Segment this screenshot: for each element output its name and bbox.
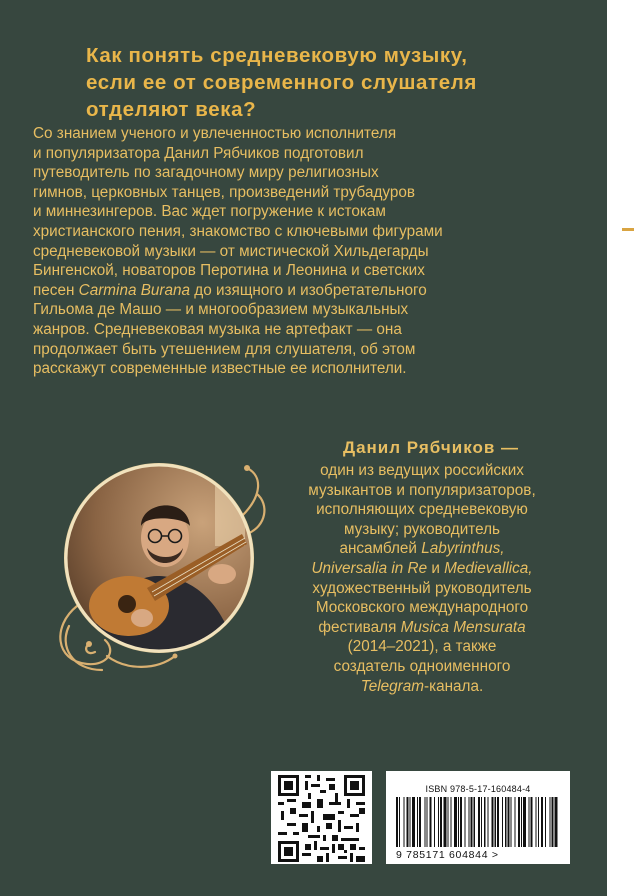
author-portrait <box>47 456 269 678</box>
bio-line <box>262 559 582 579</box>
work-title-carmina-burana: Carmina Burana <box>78 281 191 299</box>
description-line: путеводитель по загадочному миру религиозных <box>33 164 379 182</box>
description-line: христианского пения, знакомство с ключевыми фигурами <box>33 222 443 240</box>
description-line: и популяризатора Данил Рябчиков подготовил <box>33 144 364 162</box>
description-line: гимнов, церковных танцев, произведений трубадуров <box>33 183 416 201</box>
barcode-bars <box>396 797 560 849</box>
description-line <box>33 281 593 301</box>
page-edge <box>607 0 634 896</box>
description-line: расскажут современные известные ее исполнители. <box>33 360 407 378</box>
bio-line: музыку; руководитель <box>343 520 501 538</box>
ensemble-name: Labyrinthus, <box>421 540 505 558</box>
author-bio <box>262 435 582 696</box>
ensemble-name: Universalia in Re <box>311 559 428 577</box>
bio-line: музыкантов и популяризаторов, <box>308 481 536 499</box>
book-description <box>33 124 593 379</box>
description-line: Бингенской, новаторов Перотина и Леонина и светских <box>33 262 425 280</box>
bio-line: один из ведущих российских <box>320 462 524 479</box>
description-line: продолжает быть утешением для слушателя, об этом <box>33 340 416 358</box>
bio-text: и <box>431 559 440 577</box>
bio-line <box>262 618 582 638</box>
bio-text: ансамблей <box>339 540 417 558</box>
channel-name: Telegram <box>360 677 424 695</box>
bio-text: фестиваля <box>318 618 397 636</box>
description-line: Со знанием ученого и увлеченностью исполнителя <box>33 125 397 142</box>
description-line: Гильома де Машо — и многообразием музыкальных <box>33 301 409 319</box>
isbn-label: ISBN 978-5-17-160484-4 <box>425 784 531 794</box>
headline-line: Как понять средневековую музыку, <box>86 44 468 67</box>
isbn-barcode <box>386 771 570 864</box>
bio-line: (2014–2021), а также <box>347 638 497 656</box>
bio-line: художественный руководитель <box>312 579 532 597</box>
bio-line <box>262 677 582 697</box>
author-name: Данил Рябчиков — <box>342 438 520 457</box>
description-line: средневековой музыки — от мистической Хильдегарды <box>33 242 429 260</box>
description-text: песен <box>33 281 75 299</box>
bio-line: создатель одноименного <box>333 657 511 675</box>
bio-line <box>262 539 582 559</box>
ean-digits: 9 785171 604844 > <box>396 849 499 861</box>
ensemble-name: Medievallica, <box>444 559 533 577</box>
festival-name: Musica Mensurata <box>400 618 526 636</box>
edge-mark <box>622 228 634 231</box>
description-line: и миннезингеров. Вас ждет погружение к истокам <box>33 203 386 221</box>
headline-line: если ее от современного слушателя <box>86 71 477 94</box>
bio-line: исполняющих средневековую <box>316 501 528 519</box>
headline <box>86 42 586 123</box>
bio-line: Московского международного <box>315 599 529 617</box>
description-text: до изящного и изобретательного <box>194 281 427 299</box>
headline-line: отделяют века? <box>86 98 257 121</box>
description-line: жанров. Средневековая музыка не артефакт — она <box>33 320 402 338</box>
qr-code <box>271 771 372 864</box>
bio-text: -канала. <box>423 677 484 695</box>
